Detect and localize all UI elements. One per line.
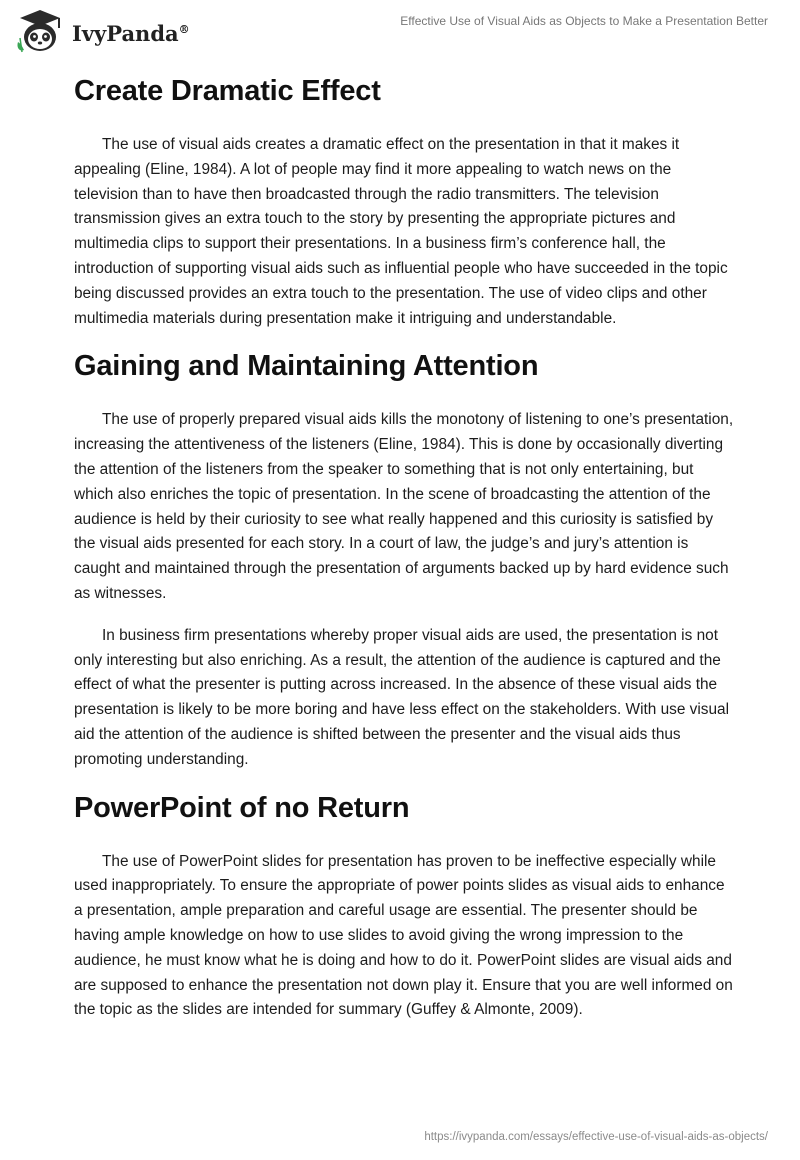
- paragraph: The use of visual aids creates a dramatic effect on the presentation in that it makes it appealing (Eline, 1984). A lot of people may find it more appealing to watch news on the television than to have then broadcasted through the radio transmitters. The television transmission gives an extra touch to the story by presenting the appropriate pictures and multimedia clips to support their presentations. In a business firm’s conference hall, the introduction of supporting visual aids such as influential people who have succeeded in the topic being discussed provides an extra touch to the presentation. The use of video clips and other multimedia materials during presentation make it intriguing and understandable.: [74, 136, 728, 327]
- paragraph: The use of properly prepared visual aids kills the monotony of listening to one’s presentation, increasing the attentiveness of the listeners (Eline, 1984). This is done by occasionally diverting the attention of the listeners from the speaker to something that is not only entertaining, but which also enriches the topic of presentation. In the scene of broadcasting the attention of the audience is held by their curiosity to see what really happened and this curiosity is satisfied by the visual aids presented for each story. In a court of law, the judge’s and jury’s attention is caught and maintained through the presentation of arguments backed up by hard evidence such as witnesses.: [74, 411, 734, 602]
- section-heading: Create Dramatic Effect: [74, 75, 381, 107]
- panda-logo-icon: [14, 8, 66, 54]
- document-title: Effective Use of Visual Aids as Objects to Make a Presentation Better: [400, 14, 768, 28]
- paragraph: In business firm presentations whereby proper visual aids are used, the presentation is not only interesting but also enriching. As a result, the attention of the audience is captured and the effect of what the presenter is putting across increased. In the absence of these visual aids the presentation is likely to be more boring and have less effect on the stakeholders. With use visual aid the attention of the audience is shifted between the presenter and the visual aids thus promoting understanding.: [74, 626, 730, 768]
- article-body: [74, 72, 734, 1023]
- brand-name: IvyPanda®: [72, 20, 190, 46]
- section-heading: PowerPoint of no Return: [74, 791, 410, 824]
- source-url[interactable]: https://ivypanda.com/essays/effective-use-of-visual-aids-as-objects/: [424, 1131, 768, 1143]
- paragraph: The use of PowerPoint slides for presentation has proven to be ineffective especially while used inappropriately. To ensure the appropriate of power points slides as visual aids to enhance a presentation, ample preparation and careful usage are essential. The presenter should be having ample knowledge on how to use slides to avoid giving the wrong impression to the audience, he must know what he is doing and how to do it. PowerPoint slides are visual aids and are supposed to enhance the presentation not down play it. Ensure that you are well informed on the topic as the slides are intended for summary (Guffey & Almonte, 2009).: [74, 852, 733, 1019]
- section-heading: Gaining and Maintaining Attention: [74, 350, 539, 383]
- ivypanda-logo[interactable]: [14, 8, 190, 54]
- page-header: [0, 0, 800, 60]
